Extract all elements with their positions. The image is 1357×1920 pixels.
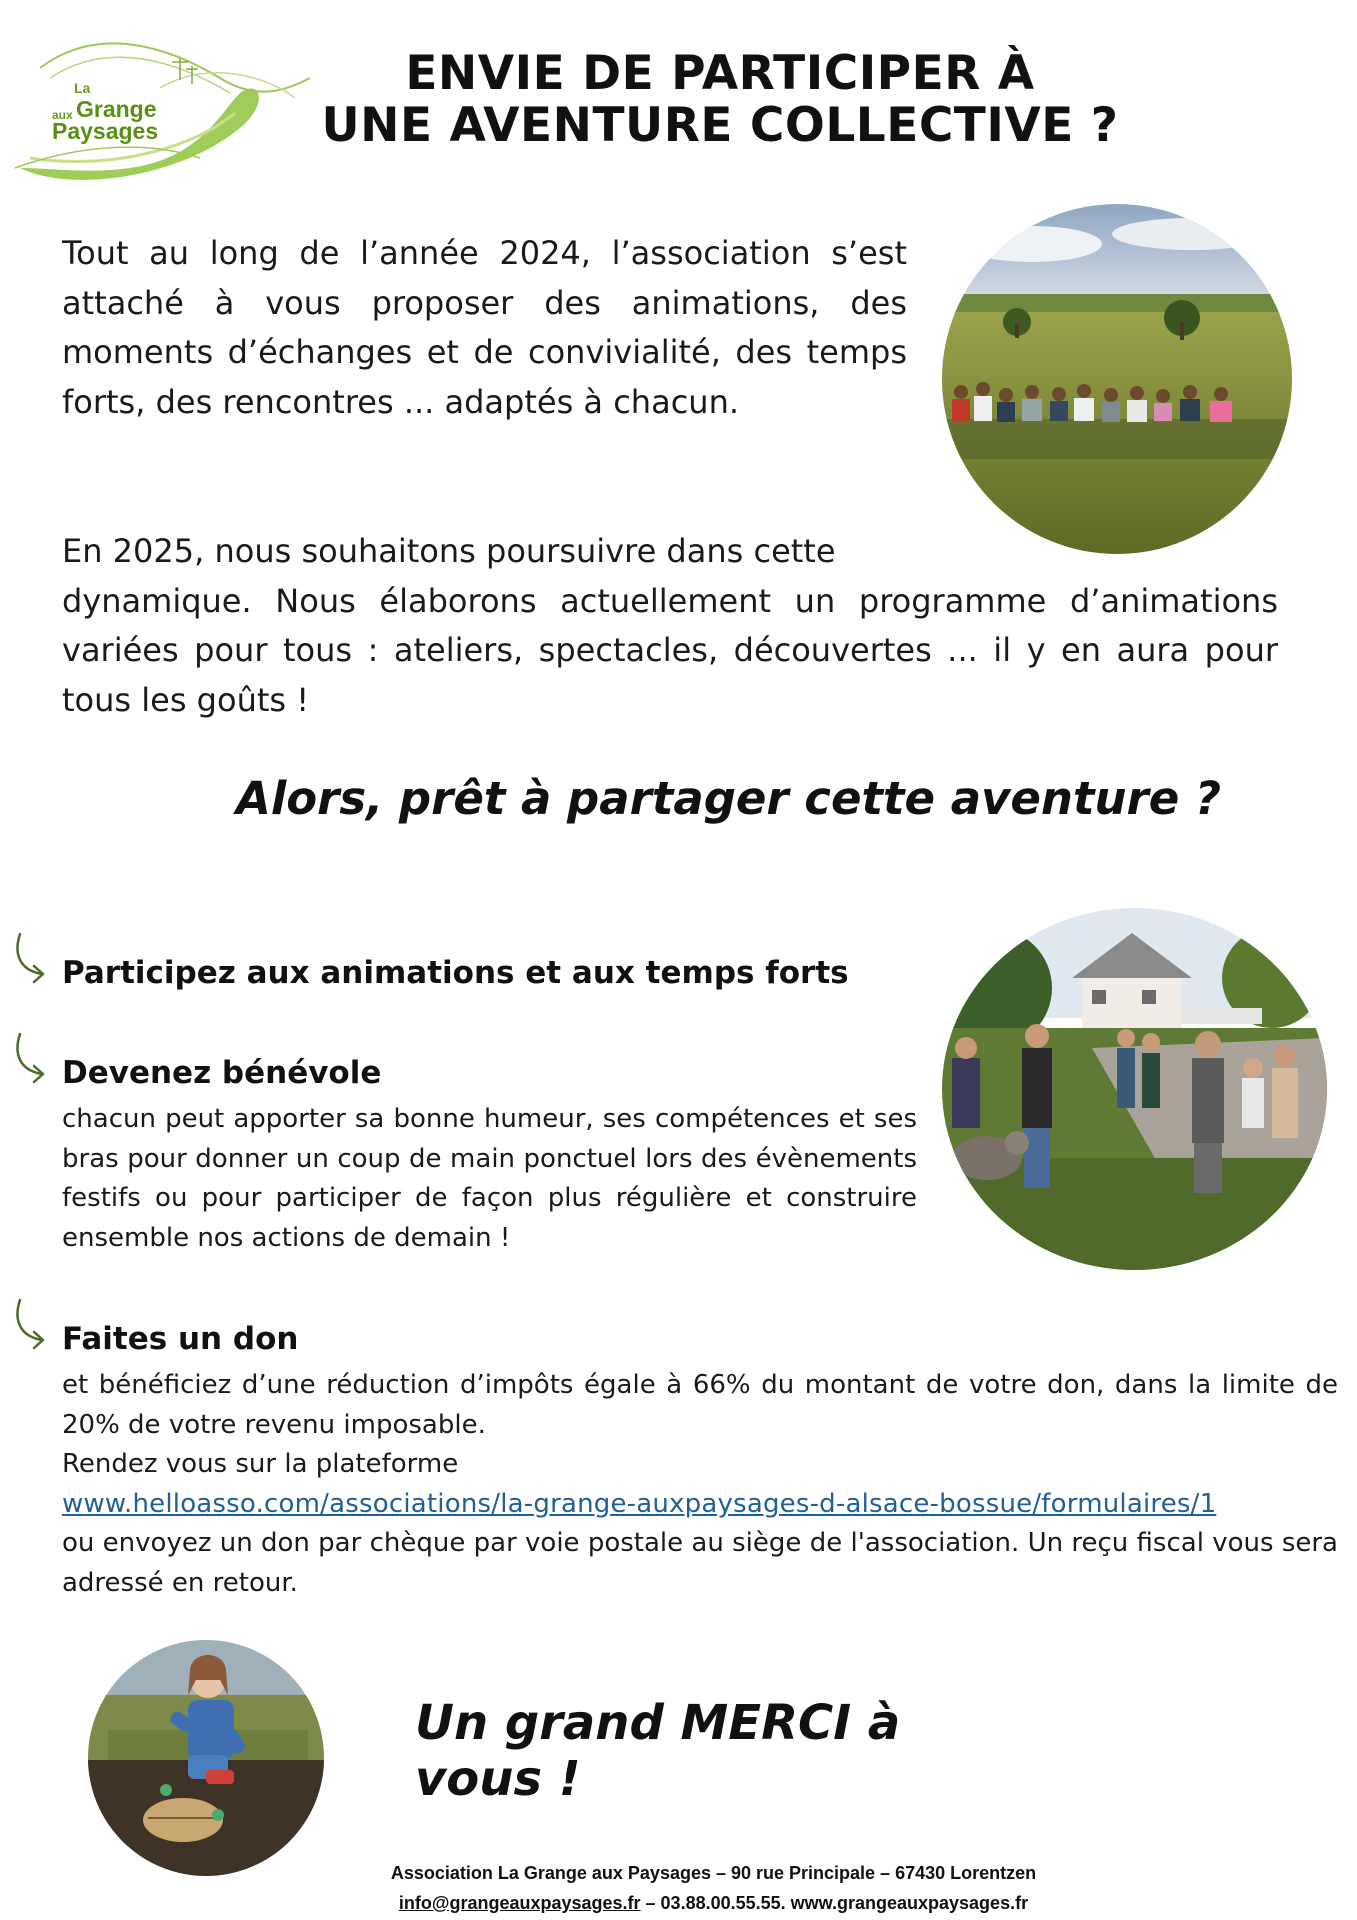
- section-body-volunteer: chacun peut apporter sa bonne humeur, ses compétences et ses bras pour donner un coup de main ponctuel lors des évènements festifs ou pour participer de façon plus régulière et construire ensemble nos actions de demain !: [62, 1104, 917, 1253]
- logo-text-paysages: Paysages: [52, 118, 159, 144]
- footer-email-link[interactable]: info@grangeauxpaysages.fr: [398, 1893, 641, 1913]
- section-title-donate: Faites un don: [62, 1321, 299, 1357]
- logo-swoosh-graphic: [10, 18, 320, 188]
- footer-phone-website: – 03.88.00.55.55. www.grangeauxpaysages.fr: [640, 1893, 1029, 1913]
- intro-paragraph-1: Tout au long de l’année 2024, l’association s’est attaché à vous proposer des animations, des moments d’échanges et de convivialité, des temps forts, des rencontres ... adaptés à chacun.: [62, 234, 907, 421]
- title-line-2: UNE AVENTURE COLLECTIVE ?: [321, 98, 1119, 153]
- footer-address: Association La Grange aux Paysages – 90 rue Principale – 67430 Lorentzen: [390, 1863, 1037, 1883]
- donate-tax-text: et bénéficiez d’une réduction d’impôts égale à 66% du montant de votre don, dans la limite de 20% de votre revenu imposable.: [62, 1370, 1338, 1440]
- tagline: Alors, prêt à partager cette aventure ?: [236, 772, 1221, 825]
- footer-contact-line: [70, 1888, 1357, 1918]
- section-body-donate: [62, 1366, 1338, 1603]
- section-title-participate: Participez aux animations et aux temps forts: [62, 955, 849, 991]
- logo-text-grange: Grange: [76, 96, 157, 122]
- intro-paragraph-2-rest: dynamique. Nous élaborons actuellement un programme d’animations variées pour tous : ateliers, spectacles, découvertes ... il y en aura pour tous les goûts !: [62, 581, 1278, 719]
- page-title: [300, 48, 1140, 152]
- photo-group-in-field: [942, 204, 1292, 554]
- curved-arrow-icon: [12, 930, 56, 988]
- curved-arrow-icon: [12, 1296, 56, 1354]
- footer-contact: [0, 1858, 1357, 1918]
- logo-text-la: La: [74, 80, 91, 96]
- photo-child-planting: [88, 1640, 324, 1876]
- donate-platform-text: Rendez vous sur la plateforme: [62, 1449, 459, 1479]
- donate-cheque-text: ou envoyez un don par chèque par voie postale au siège de l'association. Un reçu fiscal vous sera adressé en retour.: [62, 1528, 1338, 1598]
- intro-paragraph-2: [62, 527, 1278, 725]
- thank-you-message: Un grand MERCI à vous !: [415, 1695, 901, 1807]
- intro-paragraph-2-line-1: En 2025, nous souhaitons poursuivre dans cette: [62, 532, 836, 570]
- logo-text-aux: aux: [52, 108, 73, 122]
- title-line-1: ENVIE DE PARTICIPER À: [405, 46, 1035, 101]
- helloasso-link[interactable]: www.helloasso.com/associations/la-grange-auxpaysages-d-alsace-bossue/formulaires/1: [62, 1488, 1217, 1519]
- curved-arrow-icon: [12, 1030, 56, 1088]
- photo-festival-crowd: [942, 908, 1327, 1270]
- association-logo: [10, 18, 320, 188]
- section-title-volunteer: Devenez bénévole: [62, 1055, 382, 1091]
